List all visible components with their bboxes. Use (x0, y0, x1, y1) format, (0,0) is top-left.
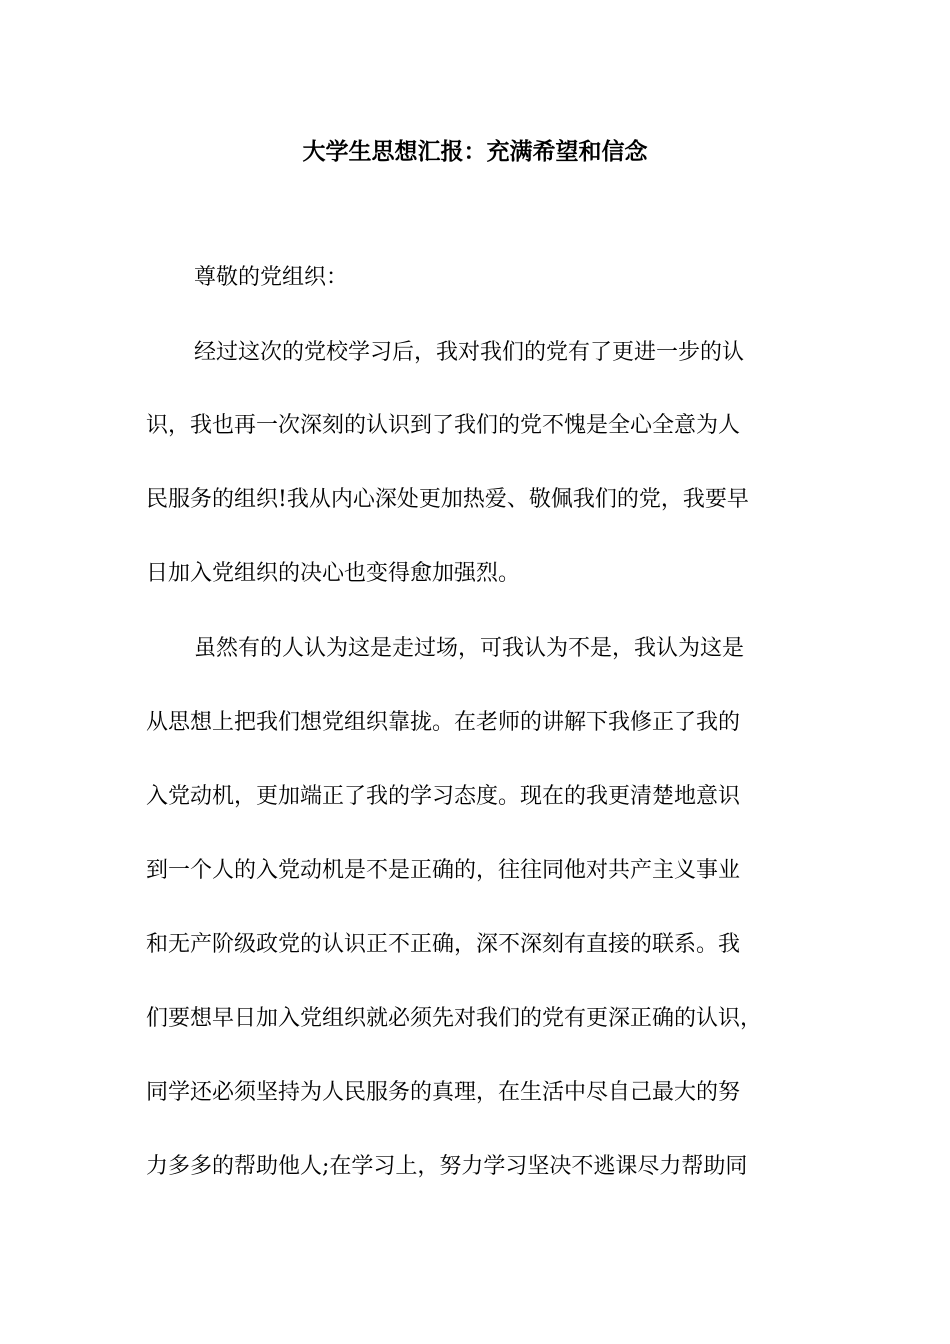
text-line: 虽然有的人认为这是走过场，可我认为不是，我认为这是 (194, 636, 745, 661)
text-line: 入党动机，更加端正了我的学习态度。现在的我更清楚地意识 (146, 784, 741, 809)
text-line: 经过这次的党校学习后，我对我们的党有了更进一步的认 (194, 340, 745, 365)
text-line: 力多多的帮助他人;在学习上，努力学习坚决不逃课尽力帮助同 (146, 1154, 748, 1179)
text-line: 到一个人的入党动机是不是正确的，往往同他对共产主义事业 (146, 858, 741, 883)
text-line: 们要想早日加入党组织就必须先对我们的党有更深正确的认识， (146, 1006, 763, 1031)
salutation-line: 尊敬的党组织： (194, 265, 349, 290)
text-line: 日加入党组织的决心也变得愈加强烈。 (146, 561, 521, 586)
text-line: 和无产阶级政党的认识正不正确，深不深刻有直接的联系。我 (146, 932, 741, 957)
text-line: 识，我也再一次深刻的认识到了我们的党不愧是全心全意为人 (146, 413, 741, 438)
text-line: 同学还必须坚持为人民服务的真理，在生活中尽自己最大的努 (146, 1080, 741, 1105)
document-title: 大学生思想汇报：充满希望和信念 (302, 138, 648, 165)
text-line: 民服务的组织!我从内心深处更加热爱、敬佩我们的党，我要早 (146, 487, 749, 512)
text-line: 从思想上把我们想党组织靠拢。在老师的讲解下我修正了我的 (146, 710, 741, 735)
